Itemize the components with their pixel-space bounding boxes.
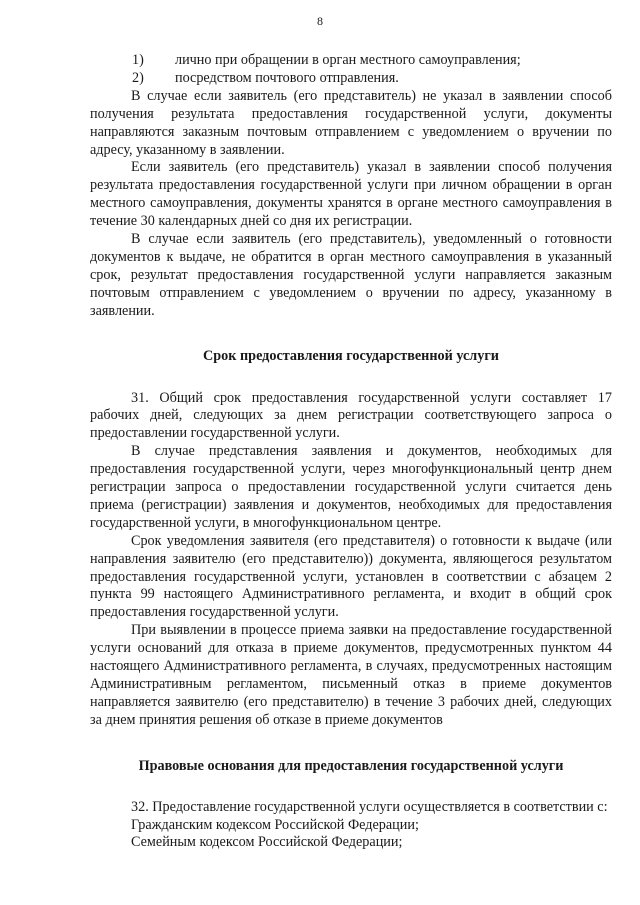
paragraph: При выявлении в процессе приема заявки на предоставление государственной услуги оснований для отказа в приеме документов, предусмотренных пунктом 44 настоящего Административного регламента, в случаях, предусмотренных настоящим Административным регламентом, письменный отказ в приеме документов направляется заявителю (его представителю) в течение 3 рабочих дней, следующих за днем принятия решения об отказе в приеме документов <box>90 622 612 728</box>
document-body <box>90 52 612 852</box>
paragraph: В случае если заявитель (его представитель) не указал в заявлении способ получения результата предоставления государственной услуги, документы направляются заказным почтовым отправлением с уведомлением о вручении по адресу, указанному в заявлении. <box>90 87 612 158</box>
paragraph: Срок уведомления заявителя (его представителя) о готовности к выдаче (или направления заявителю (его представителю)) документа, являющегося результатом предоставления государственной услуги, установлен в соответствии с абзацем 2 пункта 99 настоящего Административного регламента, и входит в общий срок предоставления государственной услуги. <box>90 532 612 621</box>
section-heading: Правовые основания для предоставления государственной услуги <box>138 757 564 774</box>
paragraph: Если заявитель (его представитель) указал в заявлении способ получения результата предоставления государственной услуги при личном обращении в орган местного самоуправления, документы хранятся в органе местного самоуправления в течение 30 календарных дней со дня их регистрации. <box>90 159 612 230</box>
paragraph: В случае если заявитель (его представитель), уведомленный о готовности документов к выдаче, не обратится в орган местного самоуправления в указанный срок, результат предоставления государственной услуги направляется заказным почтовым отправлением с уведомлением о вручении по адресу, указанному в заявлении. <box>90 231 612 319</box>
list-item <box>90 52 612 70</box>
list-text: лично при обращении в орган местного самоуправления; <box>175 52 521 68</box>
page-number: 8 <box>317 14 323 28</box>
paragraph: 32. Предоставление государственной услуги осуществляется в соответствии с: <box>131 798 608 815</box>
list-text: посредством почтового отправления. <box>175 69 399 86</box>
paragraph: Гражданским кодексом Российской Федерации; <box>131 816 419 833</box>
list-item <box>90 70 612 88</box>
paragraph: В случае представления заявления и документов, необходимых для предоставления государственной услуги, через многофункциональный центр днем регистрации запроса о предоставлении государственной услуги считается день приема (регистрации) заявления и документов, необходимых для предоставления государственной услуги, в многофункциональном центре. <box>90 443 612 531</box>
paragraph: Семейным кодексом Российской Федерации; <box>131 834 403 851</box>
list-number: 2) <box>132 69 144 86</box>
section-heading: Срок предоставления государственной услуги <box>203 347 499 364</box>
paragraph: 31. Общий срок предоставления государственной услуги составляет 17 рабочих дней, следующих за днем регистрации соответствующего запроса о предоставлении государственной услуги. <box>90 389 612 442</box>
list-number: 1) <box>132 52 144 68</box>
